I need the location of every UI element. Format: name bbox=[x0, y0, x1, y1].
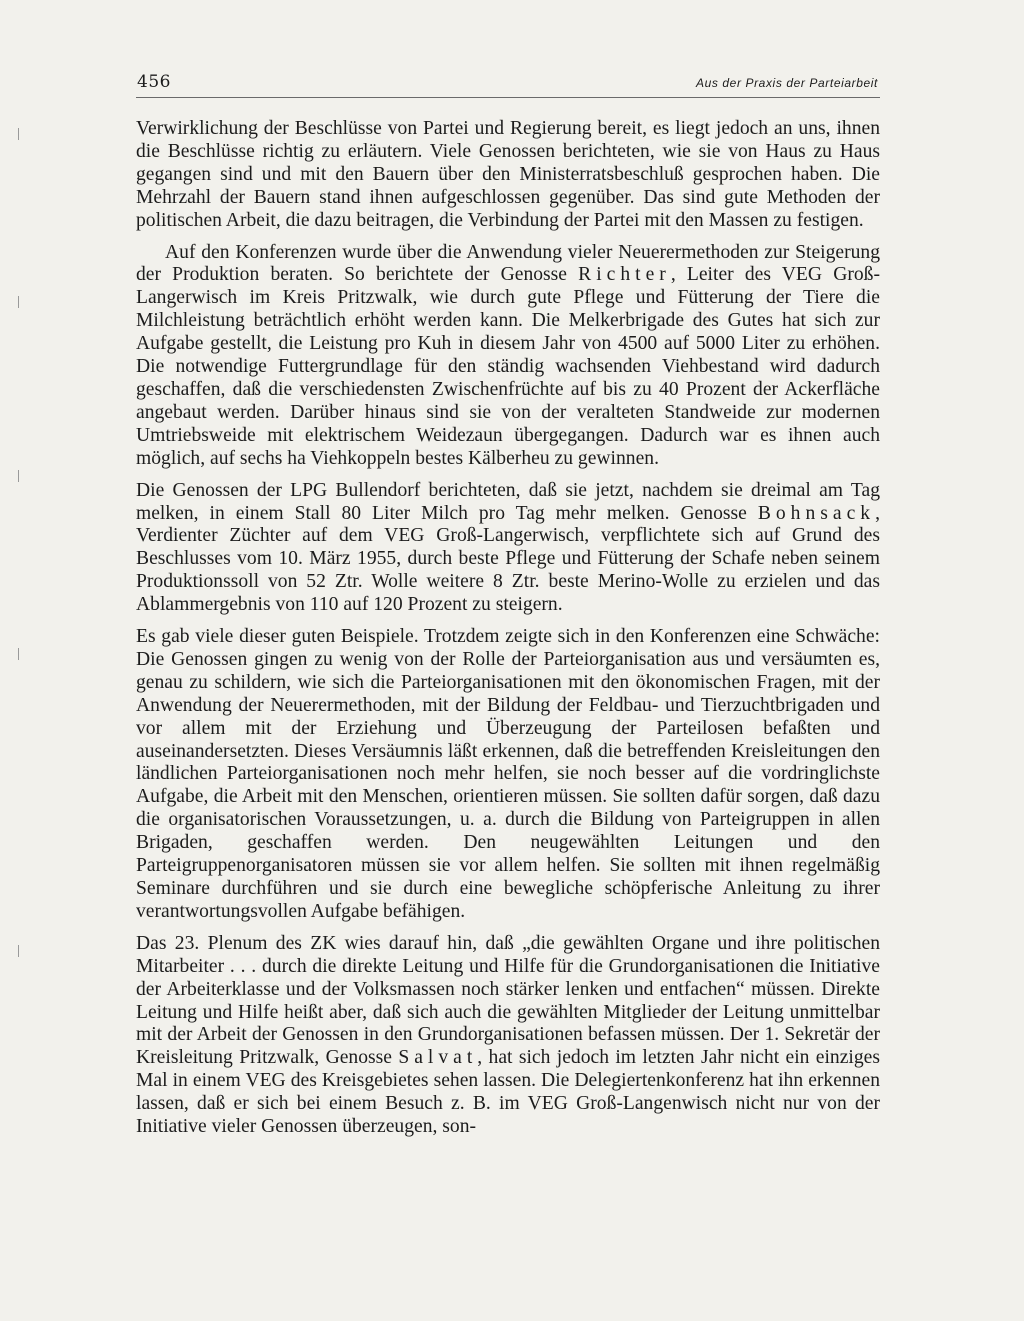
book-page bbox=[136, 0, 880, 1321]
header-rule bbox=[136, 97, 880, 98]
paragraph-4 bbox=[136, 626, 880, 924]
spaced-name-salvat: Salvat bbox=[398, 1047, 478, 1069]
paragraph-text: Verwirklichung der Beschlüsse von Partei und Regierung bereit, es liegt jedoch an uns, ihnen die Beschlüsse richtig zu erläutern. Viele Genossen berichteten, wie sie von Haus zu Haus gegangen sind und mit den Bauern über den Ministerratsbeschluß gesprochen haben. Die Mehrzahl der Bauern stand ihnen aufgeschlossen gegenüber. Das sind gute Methoden der politischen Arbeit, die dazu beitragen, die Verbindung der Partei mit den Massen zu festigen. bbox=[136, 118, 880, 231]
paragraph-text: Es gab viele dieser guten Beispiele. Trotzdem zeigte sich in den Konferenzen eine Schwäche: Die Genossen gingen zu wenig von der Rolle der Parteiorganisation aus und versäumten es, genau zu schildern, wie sich die Parteiorganisationen mit den ökonomischen Fragen, mit der Anwendung der Neuerermethoden, mit der Bildung der Feldbau- und Tierzuchtbrigaden und vor allem mit der Erziehung und Überzeugung der Parteilosen befaßten und auseinandersetzten. Dieses Versäumnis läßt erkennen, daß die betreffenden Kreisleitungen den ländlichen Parteiorganisationen noch mehr helfen, sie noch besser auf die vordringlichste Aufgabe, die Arbeit mit den Menschen, orientieren müssen. Sie sollten dafür sorgen, daß dazu die organisatorischen Voraussetzungen, u. a. durch die Bildung von Parteigruppen in allen Brigaden, geschaffen werden. Den neugewählten Leitungen und den Parteigruppenorganisatoren müssen sie vor allem helfen. Sie sollten mit ihnen regelmäßig Seminare durchführen und sie durch eine bewegliche schöpferische Anleitung zu ihrer verantwortungsvollen Aufgabe befähigen. bbox=[136, 626, 880, 922]
margin-mark bbox=[18, 128, 19, 140]
paragraph-text: , Verdienter Züchter auf dem VEG Groß-Langerwisch, verpflichtete sich auf Grund des Beschlusses vom 10. März 1955, durch beste Pflege und Fütterung der Schafe neben seinem Produktionssoll von 52 Ztr. Wolle weitere 8 Ztr. beste Merino-Wolle zu erzielen und das Ablammergebnis von 110 auf 120 Prozent zu steigern. bbox=[136, 502, 880, 616]
page-header bbox=[136, 72, 880, 98]
margin-mark bbox=[18, 296, 19, 308]
paragraph-2 bbox=[136, 242, 880, 471]
body-text bbox=[136, 118, 880, 1148]
spaced-name-bohnsack: Bohnsack bbox=[757, 502, 876, 524]
paragraph-text: Auf den Konferenzen wurde über die Anwendung vieler Neuerermethoden zur Steigerung der Produktion beraten. So berichtete der Genosse bbox=[136, 241, 880, 286]
margin-mark bbox=[18, 470, 19, 482]
paragraph-text: , Leiter des VEG Groß-Langerwisch im Kreis Pritzwalk, wie durch gute Pflege und Fütterung der Tiere die Milchleistung beträchtlich erhöht werden kann. Die Melkerbrigade des Gutes hat sich zur Aufgabe gestellt, die Leistung pro Kuh in diesem Jahr von 4500 auf 5000 Liter zu erhöhen. Die notwendige Futtergrundlage für den ständig wachsenden Viehbestand wird dadurch geschaffen, daß die verschiedensten Zwischenfrüchte auf bis zu 40 Prozent der Ackerfläche angebaut werden. Darüber hinaus sind sie von der veralteten Standweide zur modernen Umtriebsweide mit elektrischem Weidezaun übergegangen. Dadurch war es ihnen auch möglich, auf sechs ha Viehkoppeln bestes Kälberheu zu gewinnen. bbox=[136, 264, 880, 469]
paragraph-1 bbox=[136, 118, 880, 233]
page-number: 456 bbox=[137, 72, 171, 92]
margin-mark bbox=[18, 648, 19, 660]
paragraph-text: Das 23. Plenum des ZK wies darauf hin, daß „die gewählten Organe und ihre politischen Mitarbeiter . . . durch die direkte Leitung und Hilfe für die Grundorganisationen die Initiative der Arbeiterklasse und der Volksmassen noch stärker lenken und entfachen“ müssen. Direkte Leitung und Hilfe heißt aber, daß sich auch die gewählten Mitglieder der Leitung unmittelbar mit der Arbeit der Genossen in den Grundorganisationen befassen müssen. Der 1. Sekretär der Kreisleitung Pritzwalk, Genosse bbox=[136, 932, 880, 1069]
margin-mark bbox=[18, 945, 19, 957]
paragraph-text: Die Genossen der LPG Bullendorf berichteten, daß sie jetzt, nachdem sie dreimal am Tag melken, in einem Stall 80 Liter Milch pro Tag mehr melken. Genosse bbox=[136, 479, 880, 524]
running-head: Aus der Praxis der Parteiarbeit bbox=[695, 76, 878, 90]
paragraph-text: , hat sich jedoch im letzten Jahr nicht ein einziges Mal in einem VEG des Kreisgebietes sehen lassen. Die Delegiertenkonferenz hat ihn erkennen lassen, daß er sich bei einem Besuch z. B. im VEG Groß-Langenwisch nicht nur von der Initiative vieler Genossen überzeugen, son- bbox=[136, 1047, 880, 1138]
paragraph-5 bbox=[136, 933, 880, 1139]
spaced-name-richter: Richter bbox=[578, 264, 671, 286]
paragraph-3 bbox=[136, 480, 880, 617]
